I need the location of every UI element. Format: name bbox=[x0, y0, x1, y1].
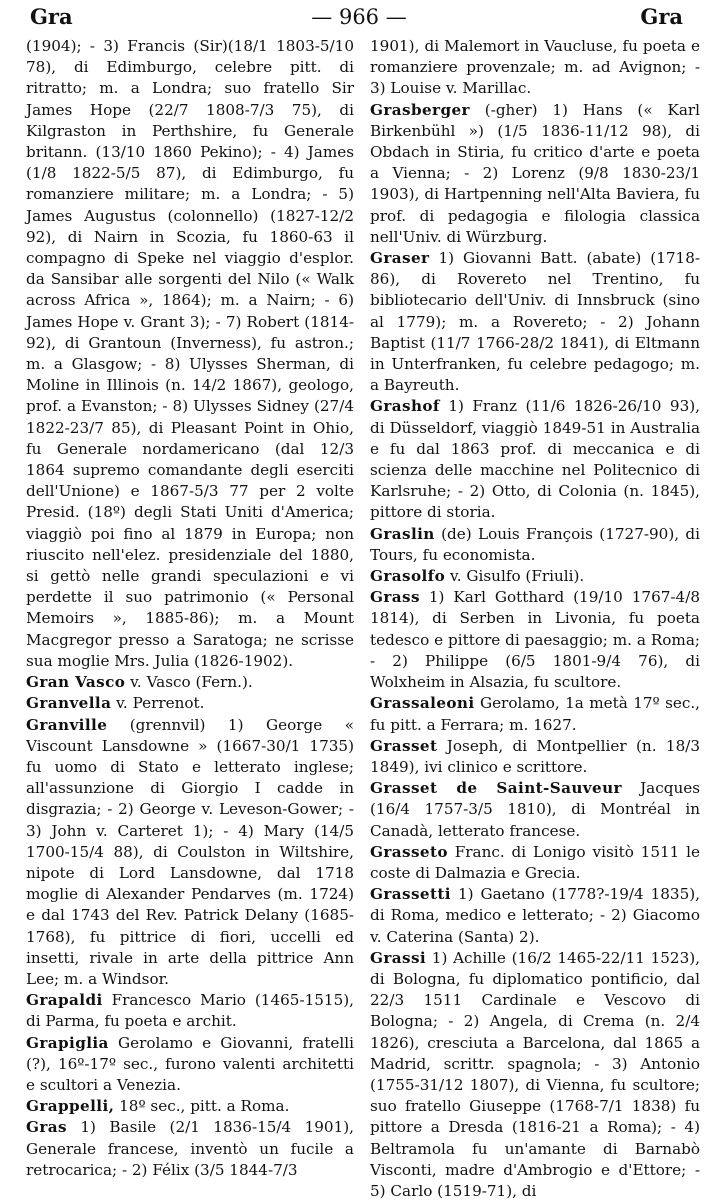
entry-headword: Grassaleoni bbox=[370, 694, 475, 713]
entry-headword: Gras bbox=[26, 1118, 67, 1137]
entry-text: (de) Louis François (1727-90), di Tours, fu economista. bbox=[370, 524, 700, 564]
entry-text: (1904); - 3) Francis (Sir)(18/1 1803-5/10 78), di Edimburgo, celebre pitt. di ritratto; m. a Londra; suo fratello Sir James Hope (22/7 1808-7/3 75), di Kilgraston in Perthshire, fu Generale britann. (13/10 1860 Pekino); - 4) James (1/8 1822-5/5 87), di Edimburgo, fu romanziere militare; m. a Londra; - 5) James Augustus (colonnello) (1827-12/2 92), di Nairn in Scozia, fu 1860-63 il compagno di Speke nel viaggio d'esplor. da Sansibar alle sorgenti del Nilo (« Walk across Africa », 1864); m. a Nairn; - 6) James Hope v. Grant 3); - 7) Robert (1814-92), di Grantoun (Inverness), fu astron.; m. a Glasgow; - 8) Ulysses Sherman, di Moline in Illinois (n. 14/2 1867), geologo, prof. a Evanston; - 8) Ulysses Sidney (27/4 1822-23/7 85), di Pleasant Point in Ohio, fu Generale nordamericano (dal 12/3 1864 supremo comandante degli eserciti dell'Unione) e 1867-5/3 77 per 2 volte Presid. (18º) degli Stati Uniti d'America; viaggiò poi fino al 1879 in Europa; non riuscito nell'elez. presidenziale del 1880, si gettò nelle grandi speculazioni e vi perdette il suo patrimonio (« Personal Memoirs », 1885-86); m. a Mount Macgregor presso a Saratoga; ne scrisse sua moglie Mrs. Julia (1826-1902). bbox=[26, 37, 354, 670]
entry-text: Jacques (16/4 1757-3/5 1810), di Montréal in Canadà, letterato francese. bbox=[370, 779, 701, 840]
dictionary-entry bbox=[26, 990, 354, 1032]
entry-text: 1) Franz (11/6 1826-26/10 93), di Düsseldorf, viaggiò 1849-51 in Australia e fu dal 1863 prof. di meccanica e di scienza delle macchine nel Politecnico di Karlsruhe; - 2) Otto, di Colonia (n. 1845), pittore di storia. bbox=[370, 397, 700, 522]
entry-text: Joseph, di Montpellier (n. 18/3 1849), ivi clinico e scrittore. bbox=[370, 736, 701, 776]
dictionary-entry bbox=[26, 1117, 354, 1181]
entry-headword: Grasberger bbox=[370, 100, 470, 119]
entry-text: Gerolamo e Giovanni, fratelli (?), 16º-17º sec., furono valenti architetti e scultori a Venezia. bbox=[26, 1033, 354, 1094]
entry-headword: Grasseto bbox=[370, 842, 448, 861]
dictionary-entry bbox=[370, 587, 700, 693]
dictionary-entry bbox=[370, 100, 700, 248]
dictionary-entry bbox=[370, 566, 700, 587]
dictionary-entry bbox=[26, 1033, 354, 1097]
entry-headword: Grapaldi bbox=[26, 991, 103, 1010]
dictionary-entry bbox=[26, 693, 354, 714]
entry-text: (grennvil) 1) George « Viscount Lansdowne » (1667-30/1 1735) fu uomo di Stato e letterato inglese; all'assunzione di Giorgio I cadde in disgrazia; - 2) George v. Leveson-Gower; - 3) John v. Carteret 1); - 4) Mary (14/5 1700-15/4 88), di Coulston in Wiltshire, nipote di Lord Lansdowne, dal 1718 moglie di Alexander Pendarves (m. 1724) e dal 1743 del Rev. Patrick Delany (1685-1768), fu pittrice di fiori, uccelli ed insetti, rivale in arte della pittrice Ann Lee; m. a Windsor. bbox=[26, 715, 354, 988]
page-number: — 966 — bbox=[311, 5, 407, 29]
dictionary-entry bbox=[370, 524, 700, 566]
entry-text: 1) Basile (2/1 1836-15/4 1901), Generale francese, inventò un fucile a retrocarica; - 2) Félix (3/5 1844-7/3 bbox=[26, 1118, 354, 1179]
entry-headword: Granville bbox=[26, 715, 108, 734]
dictionary-entry bbox=[370, 693, 700, 735]
entry-text: Franc. di Lonigo visitò 1511 le coste di Dalmazia e Grecia. bbox=[370, 842, 700, 882]
dictionary-entry bbox=[26, 672, 354, 693]
dictionary-entry bbox=[370, 396, 700, 523]
dictionary-entry bbox=[26, 715, 354, 991]
entry-text: 1) Achille (16/2 1465-22/11 1523), di Bologna, fu diplomatico pontificio, dal 22/3 1511 Cardinale e Vescovo di Bologna; - 2) Angela, di Crema (n. 2/4 1826), cresciuta a Barcelona, dal 1865 a Madrid, scrittr. spagnola; - 3) Antonio (1755-31/12 1807), di Vienna, fu scultore; suo fratello Giuseppe (1768-7/1 1838) fu pittore a Dresda (1816-21 a Roma); - 4) Beltramola fu un'amante di Barnabò Visconti, madre d'Ambrogio e d'Ettore; - 5) Carlo (1519-71), di bbox=[370, 948, 700, 1200]
entry-headword: Grapiglia bbox=[26, 1033, 109, 1052]
left-column bbox=[26, 36, 354, 1181]
entry-headword: Grasset de Saint-Sauveur bbox=[370, 779, 622, 798]
dictionary-entry bbox=[26, 1096, 354, 1117]
entry-headword: Grassi bbox=[370, 948, 427, 967]
entry-headword: Gran Vasco bbox=[26, 673, 126, 692]
entry-text: (-gher) 1) Hans (« Karl Birkenbühl ») (1/5 1836-11/12 98), di Obdach in Stiria, fu critico d'arte e poeta a Vienna; - 2) Lorenz (9/8 1830-23/1 1903), di Hartpenning nell'Alta Baviera, fu prof. di pedagogia e filologia classica nell'Univ. di Würzburg. bbox=[370, 100, 700, 246]
entry-text: 18º sec., pitt. a Roma. bbox=[119, 1097, 290, 1116]
entry-text: v. Perrenot. bbox=[116, 694, 205, 713]
dictionary-entry bbox=[26, 36, 354, 672]
dictionary-entry bbox=[370, 948, 700, 1202]
entry-headword: Grasset bbox=[370, 736, 438, 755]
entry-text: v. Vasco (Fern.). bbox=[130, 673, 253, 692]
entry-headword: Grasolfo bbox=[370, 567, 446, 586]
dictionary-entry bbox=[370, 736, 700, 778]
dictionary-entry bbox=[370, 884, 700, 948]
dictionary-entry bbox=[370, 248, 700, 396]
entry-text: Gerolamo, 1a metà 17º sec., fu pitt. a Ferrara; m. 1627. bbox=[370, 694, 701, 734]
entry-text: 1) Karl Gotthard (19/10 1767-4/8 1814), di Serben in Livonia, fu poeta tedesco e pittore di paesaggio; m. a Roma; - 2) Philippe (6/5 1801-9/4 76), di Wolxheim in Alsazia, fu scultore. bbox=[370, 588, 700, 692]
entry-headword: Graser bbox=[370, 249, 430, 268]
running-head-left: Gra bbox=[30, 4, 73, 29]
page-header bbox=[0, 3, 718, 31]
dictionary-entry bbox=[370, 842, 700, 884]
running-head-right: Gra bbox=[640, 4, 683, 29]
entry-headword: Grashof bbox=[370, 397, 440, 416]
entry-text: Francesco Mario (1465-1515), di Parma, fu poeta e archit. bbox=[26, 991, 354, 1031]
entry-headword: Grassetti bbox=[370, 885, 451, 904]
entry-text: 1901), di Malemort in Vaucluse, fu poeta e romanziere provenzale; m. ad Avignon; - 3) Louise v. Marillac. bbox=[370, 37, 700, 98]
entry-headword: Granvella bbox=[26, 694, 112, 713]
entry-headword: Grappelli, bbox=[26, 1097, 115, 1116]
entry-text: v. Gisulfo (Friuli). bbox=[449, 567, 585, 586]
dictionary-entry bbox=[370, 778, 700, 842]
entry-headword: Grass bbox=[370, 588, 420, 607]
right-column bbox=[370, 36, 700, 1202]
entry-headword: Graslin bbox=[370, 524, 435, 543]
entry-text: 1) Giovanni Batt. (abate) (1718-86), di Rovereto nel Trentino, fu bibliotecario dell'Univ. di Innsbruck (sino al 1779); m. a Rovereto; - 2) Johann Baptist (11/7 1766-28/2 1841), di Eltmann in Unterfranken, fu celebre pedagogo; m. a Bayreuth. bbox=[370, 249, 700, 395]
dictionary-entry bbox=[370, 36, 700, 100]
entry-text: 1) Gaetano (1778?-19/4 1835), di Roma, medico e letterato; - 2) Giacomo v. Caterina (Santa) 2). bbox=[370, 885, 700, 946]
